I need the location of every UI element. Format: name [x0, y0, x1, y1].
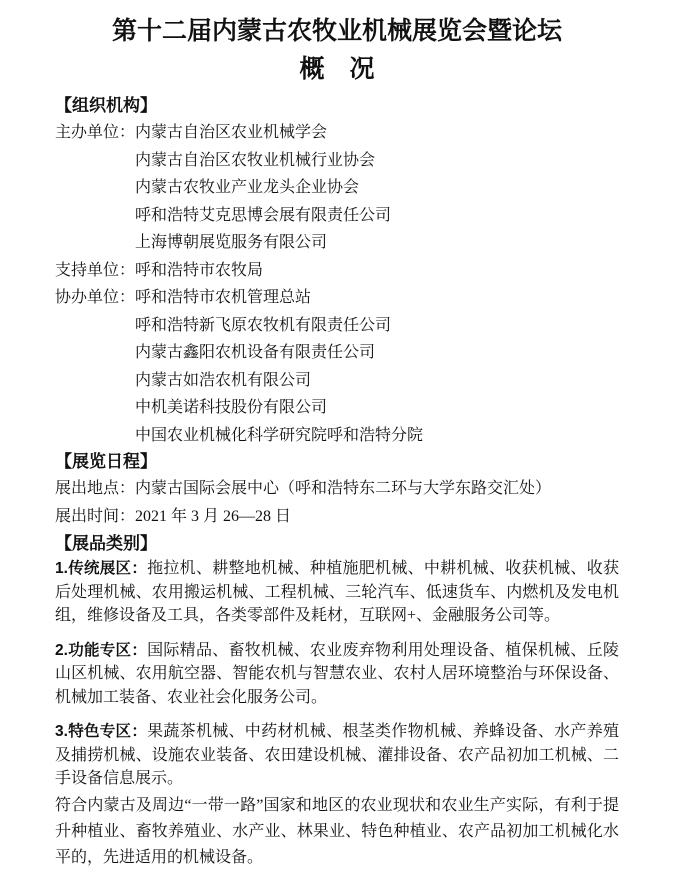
org-item: 内蒙古自治区农业机械学会 [135, 124, 328, 141]
category-paragraph-lead: 1.传统展区： [55, 560, 148, 577]
org-row-coorganizers [55, 284, 619, 449]
org-item: 中机美诺科技股份有限公司 [135, 399, 328, 416]
document-subtitle: 概 况 [299, 56, 375, 83]
category-paragraph-text: 拖拉机、耕整地机械、种植施肥机械、中耕机械、收获机械、收获后处理机械、农用搬运机械、工程机械、三轮汽车、低速货车、内燃机及发电机组，维修设备及工具，各类零部件及耗材，互联网+、金融服务公司等。 [55, 560, 619, 624]
org-item: 内蒙古如浩农机有限公司 [135, 371, 312, 389]
schedule-row-values [135, 503, 619, 531]
document-title: 第十二届内蒙古农牧业机械展览会暨论坛 [111, 18, 562, 45]
org-row-values [135, 284, 619, 449]
org-row-label: 协办单位： [55, 289, 136, 306]
category-paragraph-text: 国际精品、畜牧机械、农业废弃物利用处理设备、植保机械、丘陵山区机械、农用航空器、智能农机与智慧农业、农村人居环境整治与环保设备、机械加工装备、农业社会化服务公司。 [55, 641, 619, 706]
section-heading-schedule: 【展览日程】 [55, 452, 157, 471]
org-row-label: 主办单位： [55, 124, 136, 141]
org-item: 呼和浩特新飞原农牧机有限责任公司 [135, 316, 392, 334]
category-paragraph-lead: 3.特色专区： [55, 723, 148, 740]
schedule-row-label: 展出地点： [55, 480, 136, 497]
org-item: 呼和浩特艾克思博会展有限责任公司 [135, 206, 392, 224]
org-item: 呼和浩特市农牧局 [135, 261, 264, 279]
schedule-row-label: 展出时间： [55, 507, 136, 525]
org-item: 内蒙古自治区农牧业机械行业协会 [135, 151, 376, 169]
schedule-value: 内蒙古国际会展中心（呼和浩特东二环与大学东路交汇处） [135, 480, 552, 497]
section-heading-organization: 【组织机构】 [55, 96, 157, 115]
org-item: 内蒙古鑫阳农机设备有限责任公司 [135, 344, 376, 361]
category-paragraph-traditional [55, 557, 619, 628]
org-row-values [135, 119, 619, 257]
org-row-label: 支持单位： [55, 261, 136, 279]
schedule-row-values [135, 475, 619, 503]
category-paragraph-text: 果蔬茶机械、中药材机械、根茎类作物机械、养蜂设备、水产养殖及捕捞机械、设施农业装备、农田建设机械、灌排设备、农产品初加工机械、二手设备信息展示。 [55, 723, 619, 787]
section-heading-categories: 【展品类别】 [55, 534, 157, 553]
org-item: 呼和浩特市农机管理总站 [135, 289, 312, 306]
category-paragraph-lead: 2.功能专区： [55, 641, 148, 659]
schedule-value: 2021 年 3 月 26—28 日 [135, 507, 292, 525]
org-row-values [135, 257, 619, 285]
org-item: 中国农业机械化科学研究院呼和浩特分院 [135, 426, 424, 444]
org-row-hosts [55, 119, 619, 257]
org-item: 上海博朝展览服务有限公司 [135, 234, 328, 251]
category-paragraph-special [55, 720, 619, 791]
org-item: 内蒙古农牧业产业龙头企业协会 [135, 179, 360, 196]
schedule-row-dates [55, 503, 619, 531]
org-row-supporters [55, 257, 619, 285]
schedule-row-location [55, 475, 619, 503]
closing-paragraph: 符合内蒙古及周边“一带一路”国家和地区的农业现状和农业生产实际，有利于提升种植业、畜牧养殖业、水产业、林果业、特色种植业、农产品初加工机械化水平的，先进适用的机械设备。 [55, 796, 619, 866]
category-paragraph-function [55, 639, 619, 710]
